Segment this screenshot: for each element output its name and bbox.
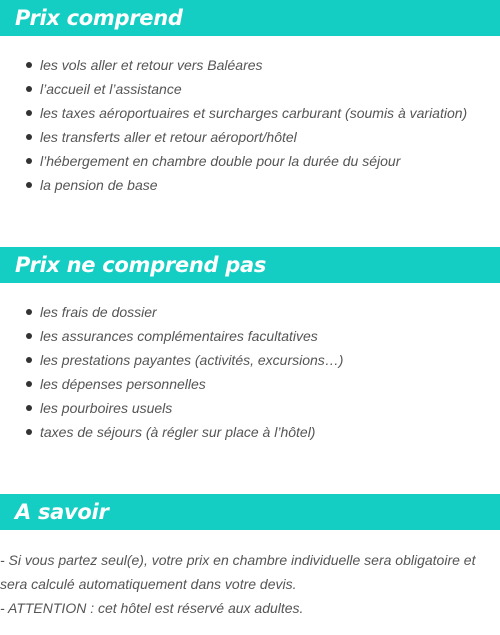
list-item [26, 173, 467, 197]
list-item-text: les prestations payantes (activités, excursions…) [40, 352, 344, 368]
bullet-icon [26, 182, 32, 188]
list-item-text: taxes de séjours (à régler sur place à l’hôtel) [40, 424, 316, 440]
bullet-icon [26, 333, 32, 339]
list-item-text: les taxes aéroportuaires et surcharges carburant (soumis à variation) [40, 105, 468, 121]
included-list [26, 53, 467, 197]
list-item [26, 300, 343, 324]
bullet-icon [26, 110, 32, 116]
list-item [26, 77, 467, 101]
section-header-prix-comprend: Prix comprend [0, 0, 500, 36]
list-item-text: les pourboires usuels [40, 400, 173, 416]
list-item [26, 372, 343, 396]
bullet-icon [26, 86, 32, 92]
list-item [26, 348, 343, 372]
list-item-text: les assurances complémentaires facultatives [40, 328, 318, 344]
bullet-icon [26, 429, 32, 435]
list-item-text: l’hébergement en chambre double pour la durée du séjour [40, 153, 401, 169]
list-item [26, 149, 467, 173]
section-header-prix-ne-comprend-pas: Prix ne comprend pas [0, 247, 500, 283]
list-item [26, 396, 343, 420]
list-item [26, 324, 343, 348]
list-item [26, 125, 467, 149]
list-item-text: l’accueil et l’assistance [40, 81, 182, 97]
bullet-icon [26, 134, 32, 140]
list-item-text: les frais de dossier [40, 304, 157, 320]
bullet-icon [26, 62, 32, 68]
list-item [26, 420, 343, 444]
list-item [26, 53, 467, 77]
bullet-icon [26, 357, 32, 363]
list-item [26, 101, 467, 125]
section-header-a-savoir: A savoir [0, 494, 500, 530]
bullet-icon [26, 309, 32, 315]
list-item-text: les vols aller et retour vers Baléares [40, 57, 263, 73]
note-solo-traveler: - Si vous partez seul(e), votre prix en chambre individuelle sera obligatoire et sera calculé automatiquement dans votre devis. [0, 552, 476, 592]
excluded-list [26, 300, 343, 444]
list-item-text: les transferts aller et retour aéroport/hôtel [40, 129, 297, 145]
list-item-text: les dépenses personnelles [40, 376, 206, 392]
bullet-icon [26, 381, 32, 387]
notes-block [0, 548, 500, 620]
list-item-text: la pension de base [40, 177, 158, 193]
bullet-icon [26, 405, 32, 411]
note-adults-only: - ATTENTION : cet hôtel est réservé aux adultes. [0, 600, 304, 616]
bullet-icon [26, 158, 32, 164]
